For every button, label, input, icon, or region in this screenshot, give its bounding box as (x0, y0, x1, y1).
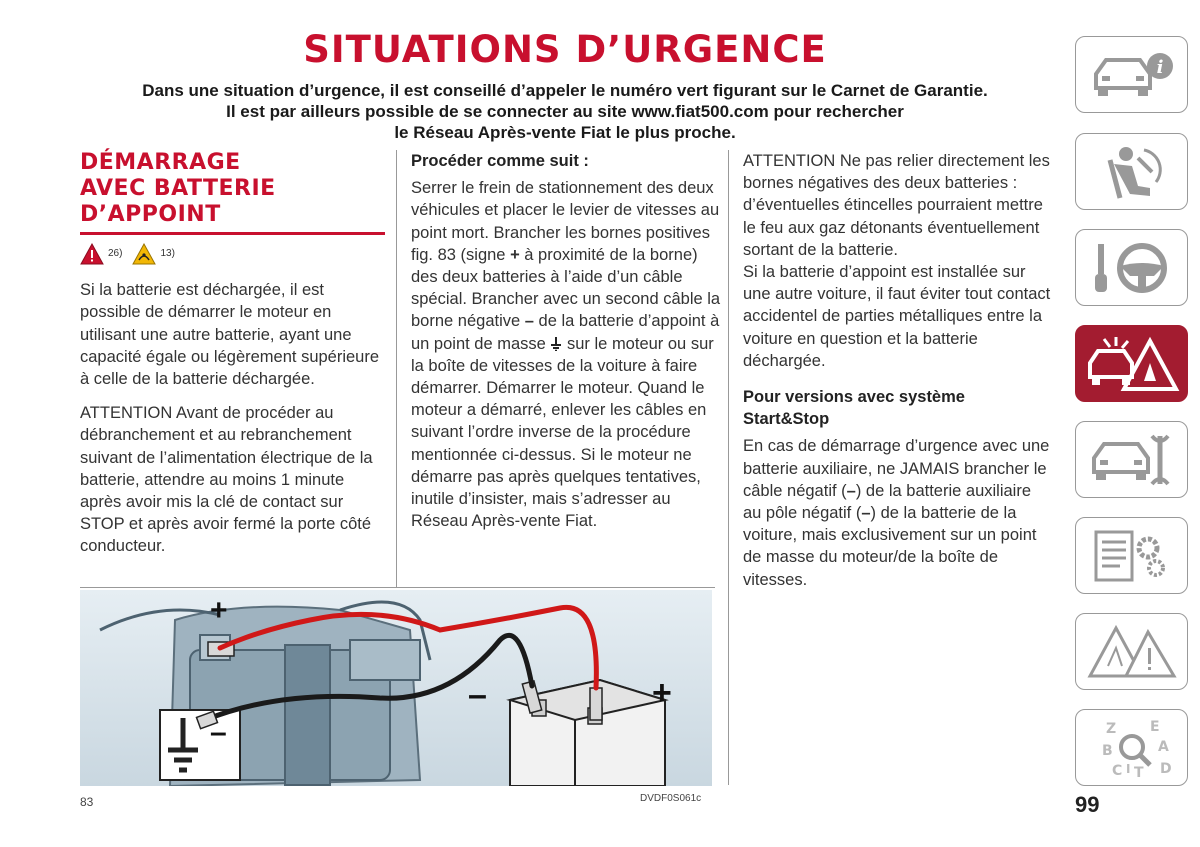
subheading: Procéder comme suit : (411, 152, 589, 170)
positive-sign-label: + (210, 594, 228, 627)
index-letter: I (1125, 761, 1130, 776)
text-run: ) de la batterie auxiliaire au pôle négatif ( (743, 481, 1032, 523)
caution-triangle-icon (132, 243, 156, 265)
index-letter: B (1101, 742, 1113, 759)
subheading: Pour versions avec système Start&Stop (743, 388, 965, 429)
column-divider (728, 150, 729, 785)
intro-line: Dans une situation d’urgence, il est conseillé d’appeler le numéro vert figurant sur le Carnet de Garantie. (142, 81, 988, 100)
index-letter: C (1111, 762, 1122, 779)
warning-ref: 13) (160, 248, 175, 259)
column-3 (743, 150, 1053, 603)
text-run: sur le moteur ou sur la boîte de vitesses de la voiture à faire démarrer. Démarrer le moteur. Quand le moteur a démarré, enlever les câbles en suivant l’ordre inverse de la procédure mentionnée ci-dessus. Si le moteur ne démarre pas après quelques tentatives, inutile d’insister, mais s’adresser au Réseau Après-vente Fiat. (411, 334, 714, 531)
alphabetical-index-icon (1086, 717, 1178, 779)
tab-technical-data[interactable] (1075, 517, 1188, 594)
page-title: SITUATIONS D’URGENCE (303, 28, 827, 71)
negative-sign-label: – (468, 676, 487, 714)
warning-triangles-icon (1086, 622, 1178, 682)
index-letter: E (1149, 718, 1160, 735)
figure-rule (80, 587, 715, 588)
section-title-line: DÉMARRAGE (80, 150, 241, 175)
index-letter: Z (1105, 720, 1116, 737)
intro-text (100, 80, 1030, 143)
text-run: Serrer le frein de stationnement des deux véhicules et placer le levier de vitesses au point mort. Brancher les bornes positives fig. 83 (signe (411, 179, 720, 264)
index-letter: D (1159, 760, 1172, 777)
danger-triangle-icon (80, 243, 104, 265)
text-run: de la batterie d’appoint à un point de masse (411, 312, 720, 353)
tab-getting-to-know[interactable] (1075, 36, 1188, 113)
positive-sign-label: + (652, 674, 672, 712)
warning-references (80, 243, 380, 265)
negative-sign-label: – (210, 716, 227, 749)
minus-sign: – (861, 504, 871, 523)
paragraph (411, 177, 721, 532)
minus-sign: – (846, 481, 856, 500)
tab-starting-driving[interactable] (1075, 229, 1188, 306)
paragraph: ATTENTION Ne pas relier directement les bornes négatives des deux batteries : d’éventuelles étincelles pourraient mettre le feu aux gaz détonants éventuellement sortant de la batterie. (743, 152, 1050, 259)
text-run: ) de la batterie de la voiture, mais exclusivement sur un point de masse du moteur/de la boîte de vitesses. (743, 504, 1037, 589)
warning-ref: 26) (108, 248, 123, 259)
plus-sign: + (510, 245, 520, 264)
column-divider (396, 150, 397, 587)
page-number: 99 (1075, 792, 1100, 817)
tab-maintenance[interactable] (1075, 421, 1188, 498)
tab-warnings[interactable] (1075, 613, 1188, 690)
car-service-wrench-icon (1086, 430, 1178, 490)
key-steering-wheel-icon (1086, 238, 1178, 298)
index-letter: T (1133, 764, 1144, 779)
tab-safety[interactable] (1075, 133, 1188, 210)
text-run: En cas de démarrage d’urgence avec une batterie auxiliaire, ne JAMAIS brancher le câble négatif ( (743, 437, 1050, 500)
svg-text:i: i (1156, 56, 1163, 78)
paragraph: Si la batterie d’appoint est installée sur une autre voiture, il faut éviter tout contact accidentel de parties métalliques entre la voiture en question et la batterie déchargée. (743, 263, 1051, 370)
section-title (80, 150, 385, 235)
jump-start-illustration (80, 590, 712, 786)
index-letter: A (1157, 738, 1169, 755)
column-1 (80, 150, 380, 570)
tab-index[interactable] (1075, 709, 1188, 786)
specifications-gear-icon (1086, 526, 1178, 586)
intro-line: le Réseau Après-vente Fiat le plus proche. (394, 123, 736, 142)
car-info-icon (1086, 46, 1178, 104)
paragraph: ATTENTION Avant de procéder au débranchement et au rebranchement suivant de l’alimentation électrique de la batterie, attendre au moins 1 minute après avoir mis la clé de contact sur STOP et après avoir fermé la porte côté conducteur. (80, 404, 373, 556)
airbag-seat-icon (1086, 142, 1178, 202)
figure-number: 83 (80, 795, 94, 809)
column-2 (411, 150, 721, 544)
minus-sign: – (524, 312, 534, 331)
section-title-line: AVEC BATTERIE (80, 176, 276, 201)
section-title-line: D’APPOINT (80, 202, 221, 227)
paragraph: Si la batterie est déchargée, il est possible de démarrer le moteur en utilisant une autre batterie, ayant une capacité égale ou légèrement supérieure à celle de la batterie déchargée. (80, 281, 380, 389)
figure-code: DVDF0S061c (640, 793, 702, 804)
emergency-warning-icon (1084, 333, 1180, 395)
ground-symbol-icon (550, 337, 562, 351)
paragraph (743, 435, 1053, 590)
tab-emergency[interactable] (1075, 325, 1188, 402)
intro-line: Il est par ailleurs possible de se connecter au site www.fiat500.com pour rechercher (226, 102, 904, 121)
text-run: à proximité de la borne) des deux batteries à l’aide d’un câble spécial. Brancher avec un second câble la borne négative (411, 245, 721, 331)
battery-cables-drawing (80, 590, 712, 786)
